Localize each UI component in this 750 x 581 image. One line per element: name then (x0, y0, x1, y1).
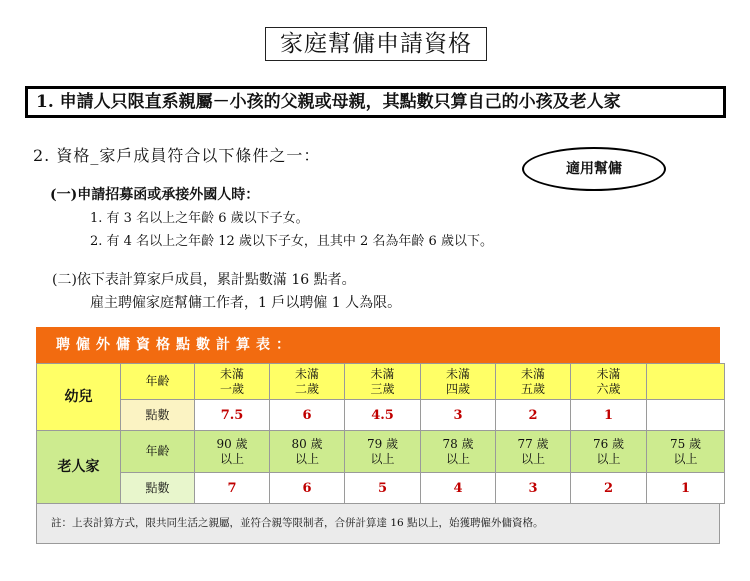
elderly-age-cell: 79 歲 以上 (345, 431, 421, 473)
elderly-age-row (37, 431, 725, 473)
elderly-points-cell: 4 (421, 473, 496, 504)
elderly-points-cell: 3 (496, 473, 571, 504)
part-1-item-2: 2. 有 4 名以上之年齡 12 歲以下子女，且其中 2 名為年齡 6 歲以下。 (90, 234, 493, 249)
part-2-line-2: 雇主聘僱家庭幫傭工作者，1 戶以聘僱 1 人為限。 (90, 295, 402, 311)
infant-points-cell: 7.5 (195, 400, 270, 431)
points-table-header: 聘僱外傭資格點數計算表： (36, 327, 720, 363)
points-grid (36, 363, 725, 504)
infant-age-cell: 未滿 三歲 (345, 364, 421, 400)
elderly-label: 老人家 (37, 431, 121, 504)
part-1-item-1: 1. 有 3 名以上之年齡 6 歲以下子女。 (90, 211, 309, 226)
infant-points-cell: 2 (496, 400, 571, 431)
applicable-helper-oval: 適用幫傭 (522, 147, 666, 191)
infant-points-cell: 4.5 (345, 400, 421, 431)
table-footnote: 註：上表計算方式，限共同生活之親屬，並符合親等限制者，合併計算達 16 點以上，始獲聘僱外傭資格。 (36, 503, 720, 544)
elderly-age-cell: 76 歲 以上 (571, 431, 647, 473)
page-title: 家庭幫傭申請資格 (265, 27, 487, 61)
infant-points-cell: 6 (270, 400, 345, 431)
rule-1-box: 1. 申請人只限直系親屬－小孩的父親或母親，其點數只算自己的小孩及老人家 (25, 86, 726, 118)
part-2-line-1: (二)依下表計算家戶成員，累計點數滿 16 點者。 (52, 272, 356, 288)
elderly-points-cell: 5 (345, 473, 421, 504)
section-2-heading: 2. 資格_家戶成員符合以下條件之一： (33, 146, 321, 165)
elderly-age-cell: 77 歲 以上 (496, 431, 571, 473)
infant-points-row (37, 400, 725, 431)
infant-age-cell: 未滿 二歲 (270, 364, 345, 400)
infant-age-label: 年齡 (121, 364, 195, 400)
infant-age-cell: 未滿 五歲 (496, 364, 571, 400)
infant-age-cell: 未滿 六歲 (571, 364, 647, 400)
elderly-points-row (37, 473, 725, 504)
elderly-points-cell: 1 (647, 473, 725, 504)
elderly-points-label: 點數 (121, 473, 195, 504)
infant-points-cell-empty (647, 400, 725, 431)
infant-age-cell-empty (647, 364, 725, 400)
elderly-points-cell: 7 (195, 473, 270, 504)
elderly-points-cell: 2 (571, 473, 647, 504)
elderly-age-cell: 75 歲 以上 (647, 431, 725, 473)
infant-label: 幼兒 (37, 364, 121, 431)
infant-points-label: 點數 (121, 400, 195, 431)
elderly-age-label: 年齡 (121, 431, 195, 473)
part-1-heading: (一)申請招募函或承接外國人時： (50, 187, 260, 203)
infant-points-cell: 1 (571, 400, 647, 431)
elderly-age-cell: 78 歲 以上 (421, 431, 496, 473)
infant-age-row (37, 364, 725, 400)
elderly-age-cell: 80 歲 以上 (270, 431, 345, 473)
elderly-age-cell: 90 歲 以上 (195, 431, 270, 473)
infant-age-cell: 未滿 四歲 (421, 364, 496, 400)
infant-points-cell: 3 (421, 400, 496, 431)
infant-age-cell: 未滿 一歲 (195, 364, 270, 400)
points-table (36, 327, 720, 544)
elderly-points-cell: 6 (270, 473, 345, 504)
